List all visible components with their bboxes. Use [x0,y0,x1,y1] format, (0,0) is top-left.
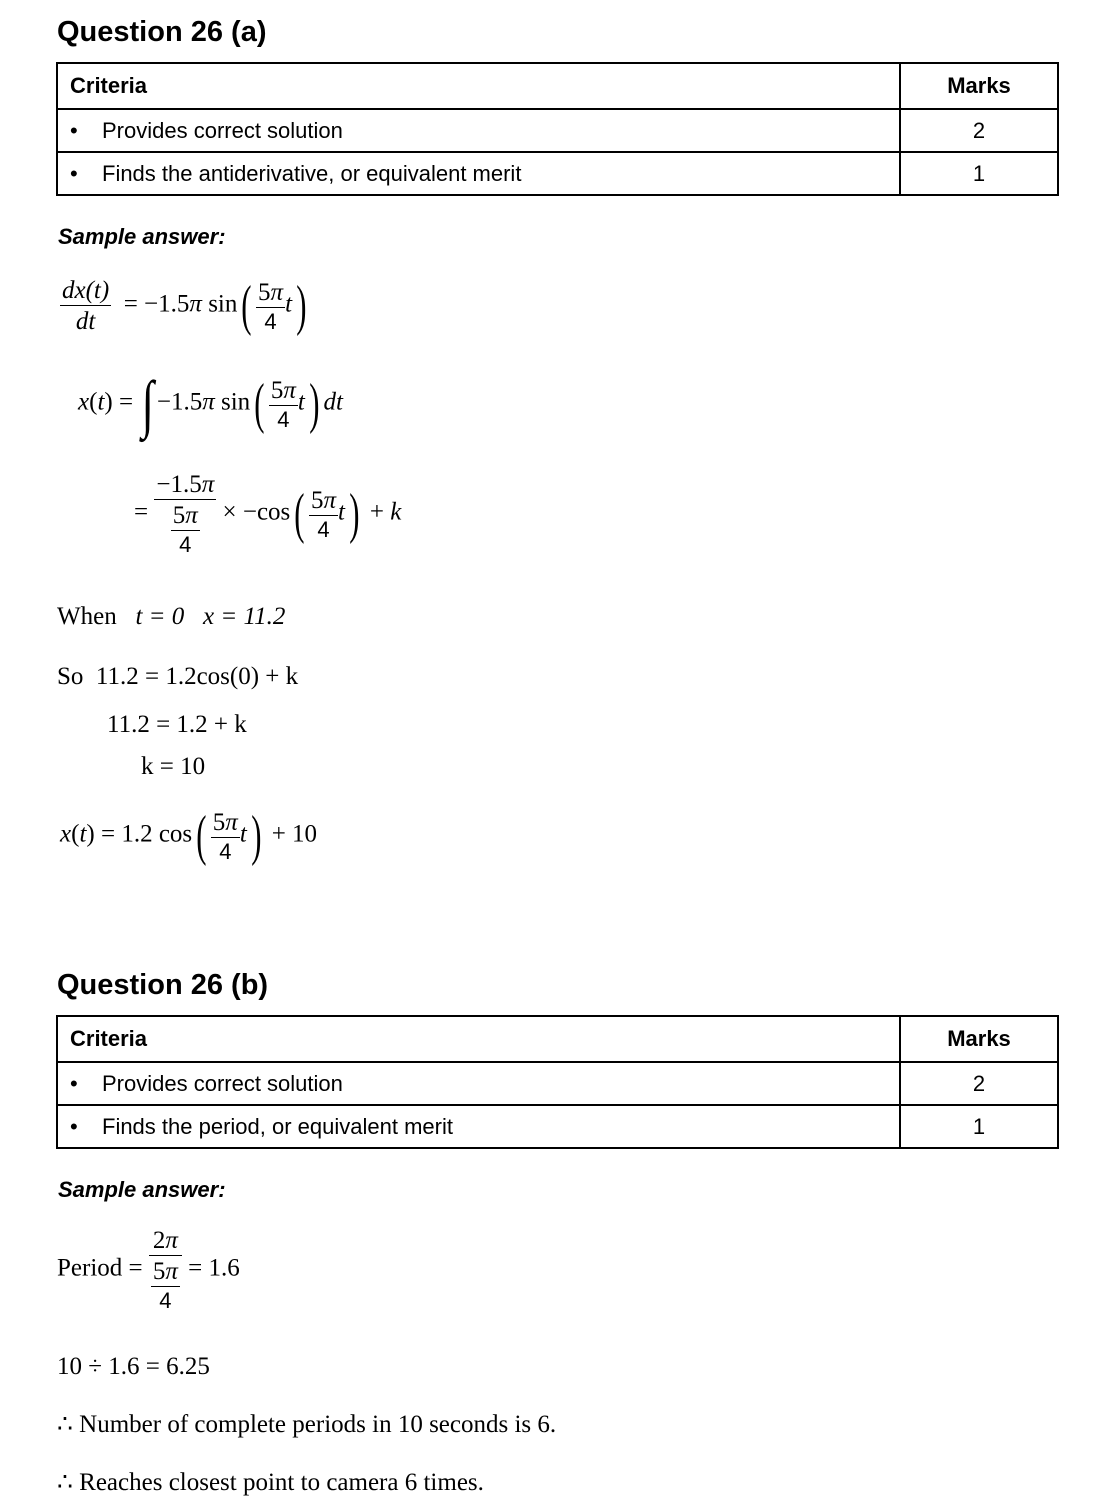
conclusion-periods: ∴ Number of complete periods in 10 seconds is 6. [57,1411,557,1438]
bullet: • [70,160,78,186]
table-row [57,1105,1058,1148]
substitution-line-3: k = 10 [141,753,206,780]
heading-part-a: Question 26 (a) [57,16,267,48]
substitution-line-1: So 11.2 = 1.2cos(0) + k [57,663,299,690]
marks-header: Marks [900,63,1058,109]
final-equation: x(t) = 1.2 cos( $\frac{5\pi}{4}$ t) + 10 [60,805,318,867]
criteria-text: Finds the period, or equivalent merit [102,1113,453,1139]
criteria-text: Finds the antiderivative, or equivalent merit [102,160,522,186]
substitution-line-2: 11.2 = 1.2 + k [107,711,247,738]
antiderivative-equation: = $\frac{-1.5\pi}{\frac{5\pi}{4}}$ × −cos( $\frac{5\pi}{4}$ t) + k [134,471,402,557]
period-equation: Period = $\frac{2\pi}{\frac{5\pi}{4}}$ = 1.6 [57,1227,240,1313]
criteria-text: Provides correct solution [102,1070,343,1096]
criteria-header: Criteria [57,1016,900,1062]
table-row [57,152,1058,195]
table-header-row [57,63,1058,109]
derivative-equation: $\frac{dx(t)}{dt}$ = −1.5π sin( $\frac{5\pi}{4}$ t) [62,275,307,337]
bullet: • [70,1113,78,1139]
bullet: • [70,1070,78,1096]
table-row [57,109,1058,152]
integral-equation: x(t) = ∫ −1.5π sin( $\frac{5\pi}{4}$ t) dt [78,368,343,439]
marks-value: 2 [900,1062,1058,1105]
heading-part-b: Question 26 (b) [57,969,269,1001]
conclusion-camera: ∴ Reaches closest point to camera 6 times. [57,1469,484,1496]
sample-answer-label-b: Sample answer: [58,1177,226,1202]
criteria-header: Criteria [57,63,900,109]
marks-value: 2 [900,109,1058,152]
sample-answer-label-a: Sample answer: [58,224,226,249]
marks-value: 1 [900,1105,1058,1148]
marks-value: 1 [900,152,1058,195]
division-line: 10 ÷ 1.6 = 6.25 [57,1353,210,1380]
bullet: • [70,117,78,143]
criteria-table-b [56,1015,1059,1149]
table-row [57,1062,1058,1105]
criteria-table-a [56,62,1059,196]
table-header-row [57,1016,1058,1062]
marks-header: Marks [900,1016,1058,1062]
criteria-text: Provides correct solution [102,117,343,143]
initial-condition: When t = 0 x = 11.2 [57,603,286,630]
